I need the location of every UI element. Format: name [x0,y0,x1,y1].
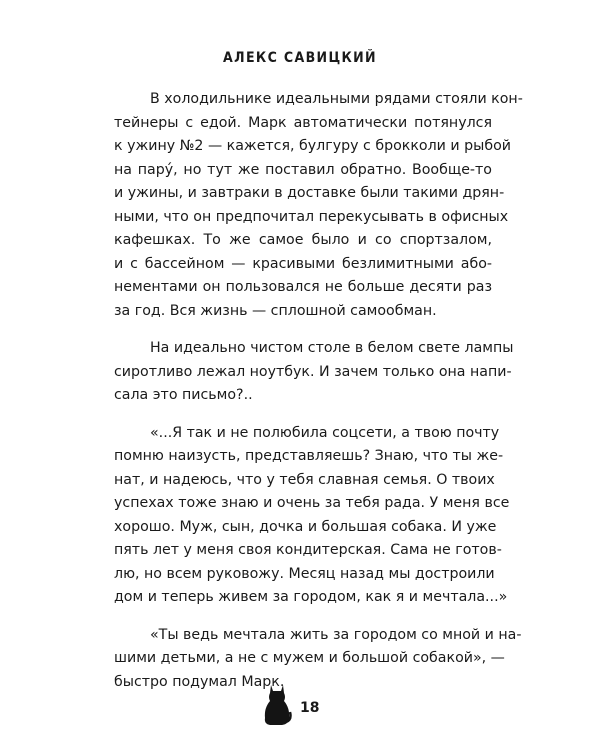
paragraph [114,88,523,323]
text-line: нементами он пользовался не больше десяти раз [114,279,492,295]
text-line: на пару́, но тут же поставил обратно. Вообще-то [114,161,492,178]
page-body [114,88,523,708]
text-line: На идеально чистом столе в белом свете лампы [150,340,514,356]
text-line: за год. Вся жизнь — сплошной самообман. [114,302,437,319]
text-line: сала это письмо?.. [114,387,253,403]
text-line: быстро подумал Марк. [114,673,285,690]
text-line: пять лет у меня своя кондитерская. Сама не готов- [114,542,502,558]
text-line: лю, но всем руковожу. Месяц назад мы достроили [114,565,495,582]
text-line: ными, что он предпочитал перекусывать в офисных [114,208,509,225]
text-line: помню наизусть, представляешь? Знаю, что ты же- [114,448,504,464]
text-line: и с бассейном — красивыми безлимитными або- [114,255,492,272]
text-line: к ужину №2 — кажется, булгуру с брокколи и рыбой [114,138,511,154]
paragraph-letter-quote [114,422,510,610]
text-line: шими детьми, а не с мужем и большой собакой», — [114,650,505,666]
text-line: сиротливо лежал ноутбук. И зачем только она напи- [114,363,512,380]
text-line: кафешках. То же самое было и со спортзалом, [114,232,492,248]
paragraph [114,337,514,408]
text-line: хорошо. Муж, сын, дочка и большая собака. И уже [114,518,497,535]
text-line: «...Я так и не полюбила соцсети, а твою почту [150,424,500,441]
text-line: В холодильнике идеальными рядами стояли кон- [150,91,523,107]
page-number: 18 [300,700,320,716]
black-cat-icon [262,682,292,726]
page-footer [0,682,600,732]
text-line: и ужины, и завтраки в доставке были такими дрян- [114,185,505,201]
text-line: дом и теперь живем за городом, как я и мечтала...» [114,589,508,605]
text-line: нат, и надеюсь, что у тебя славная семья. О твоих [114,471,495,488]
running-header-author: АЛЕКС САВИЦКИЙ [223,50,377,66]
text-line: «Ты ведь мечтала жить за городом со мной и на- [150,626,522,643]
text-line: успехах тоже знаю и очень за тебя рада. У меня все [114,495,510,511]
text-line: тейнеры с едой. Марк автоматически потянулся [114,114,492,131]
